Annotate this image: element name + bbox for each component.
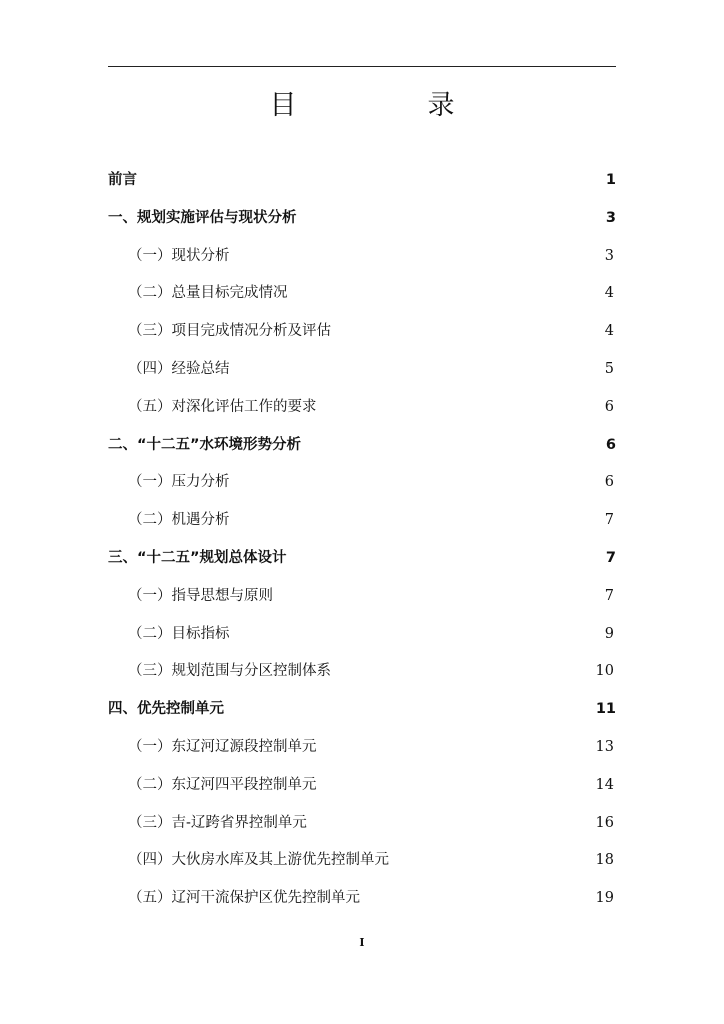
toc-entry-page-number: 6	[604, 398, 614, 415]
toc-entry-title: （二）目标指标	[128, 625, 230, 642]
toc-entry-page-number: 7	[604, 512, 614, 529]
toc-entry-page-number: 11	[595, 701, 616, 718]
toc-dot-leader	[234, 514, 599, 529]
toc-entry-page-number: 1	[605, 172, 616, 188]
toc-dot-leader	[228, 703, 590, 718]
toc-chapter-entry[interactable]	[108, 427, 616, 465]
toc-dot-leader	[321, 778, 590, 793]
toc-entry-title: （一）指导思想与原则	[128, 587, 273, 604]
toc-section-entry[interactable]	[108, 275, 616, 313]
toc-entry-page-number: 7	[605, 549, 616, 566]
toc-section-entry[interactable]	[108, 389, 616, 427]
toc-entry-title: （一）东辽河辽源段控制单元	[128, 738, 317, 755]
toc-section-entry[interactable]	[108, 842, 616, 880]
toc-dot-leader	[321, 400, 599, 415]
toc-dot-leader	[301, 211, 600, 226]
toc-dot-leader	[311, 816, 590, 831]
toc-entry-title: （五）对深化评估工作的要求	[128, 398, 317, 415]
footer-page-number: I	[359, 936, 365, 949]
toc-chapter-entry[interactable]	[108, 200, 616, 238]
toc-section-entry[interactable]	[108, 805, 616, 843]
toc-dot-leader	[393, 854, 590, 869]
toc-entry-title: （四）经验总结	[128, 360, 230, 377]
toc-entry-title: （四）大伙房水库及其上游优先控制单元	[128, 852, 389, 869]
toc-entry-page-number: 6	[604, 474, 614, 491]
toc-entry-title: 三、“十二五”规划总体设计	[108, 549, 287, 566]
toc-dot-leader	[364, 892, 590, 907]
toc-entry-page-number: 4	[604, 323, 614, 340]
toc-entry-title: （五）辽河干流保护区优先控制单元	[128, 890, 360, 907]
toc-section-entry[interactable]	[108, 880, 616, 918]
toc-chapter-entry[interactable]	[108, 162, 616, 200]
toc-entry-page-number: 4	[604, 285, 614, 302]
header-rule	[108, 66, 616, 67]
toc-entry-page-number: 13	[595, 738, 614, 755]
toc-dot-leader	[234, 627, 599, 642]
toc-entry-page-number: 3	[604, 247, 614, 264]
toc-section-entry[interactable]	[108, 578, 616, 616]
toc-entry-page-number: 6	[605, 436, 616, 453]
toc-entry-title: （三）项目完成情况分析及评估	[128, 323, 331, 340]
toc-entry-title: 前言	[108, 172, 137, 188]
toc-entry-page-number: 14	[595, 776, 614, 793]
toc-entry-title: 四、优先控制单元	[108, 701, 224, 718]
toc-dot-leader	[277, 589, 598, 604]
toc-entry-title: （一）压力分析	[128, 474, 230, 491]
toc-dot-leader	[335, 665, 590, 680]
page-title: 目 录	[269, 90, 507, 121]
toc-dot-leader	[234, 249, 599, 264]
toc-entry-title: （二）东辽河四平段控制单元	[128, 776, 317, 793]
toc-section-entry[interactable]	[108, 616, 616, 654]
toc-entry-title: 一、规划实施评估与现状分析	[108, 209, 297, 226]
toc-section-entry[interactable]	[108, 351, 616, 389]
toc-section-entry[interactable]	[108, 238, 616, 276]
toc-dot-leader	[291, 552, 600, 567]
toc-entry-page-number: 9	[604, 625, 614, 642]
toc-entry-page-number: 19	[595, 890, 614, 907]
toc-entry-title: （二）机遇分析	[128, 512, 230, 529]
toc-dot-leader	[234, 476, 599, 491]
toc-dot-leader	[141, 174, 600, 189]
toc-entry-page-number: 5	[604, 360, 614, 377]
toc-entry-page-number: 7	[604, 587, 614, 604]
toc-entry-page-number: 16	[595, 814, 614, 831]
toc-section-entry[interactable]	[108, 653, 616, 691]
toc-section-entry[interactable]	[108, 502, 616, 540]
toc-chapter-entry[interactable]	[108, 540, 616, 578]
toc-entry-title: （三）规划范围与分区控制体系	[128, 663, 331, 680]
toc-section-entry[interactable]	[108, 729, 616, 767]
toc-dot-leader	[305, 438, 600, 453]
toc-entry-title: （一）现状分析	[128, 247, 230, 264]
toc-dot-leader	[234, 363, 599, 378]
toc-entry-page-number: 18	[595, 852, 614, 869]
toc-entry-page-number: 10	[595, 663, 614, 680]
toc-chapter-entry[interactable]	[108, 691, 616, 729]
toc-section-entry[interactable]	[108, 313, 616, 351]
toc-entry-title: （三）吉-辽跨省界控制单元	[128, 814, 307, 831]
toc-section-entry[interactable]	[108, 464, 616, 502]
toc-dot-leader	[335, 325, 598, 340]
table-of-contents	[108, 162, 616, 918]
toc-entry-page-number: 3	[605, 209, 616, 226]
toc-dot-leader	[292, 287, 599, 302]
toc-dot-leader	[321, 741, 590, 756]
toc-section-entry[interactable]	[108, 767, 616, 805]
toc-entry-title: （二）总量目标完成情况	[128, 285, 288, 302]
toc-entry-title: 二、“十二五”水环境形势分析	[108, 436, 302, 453]
